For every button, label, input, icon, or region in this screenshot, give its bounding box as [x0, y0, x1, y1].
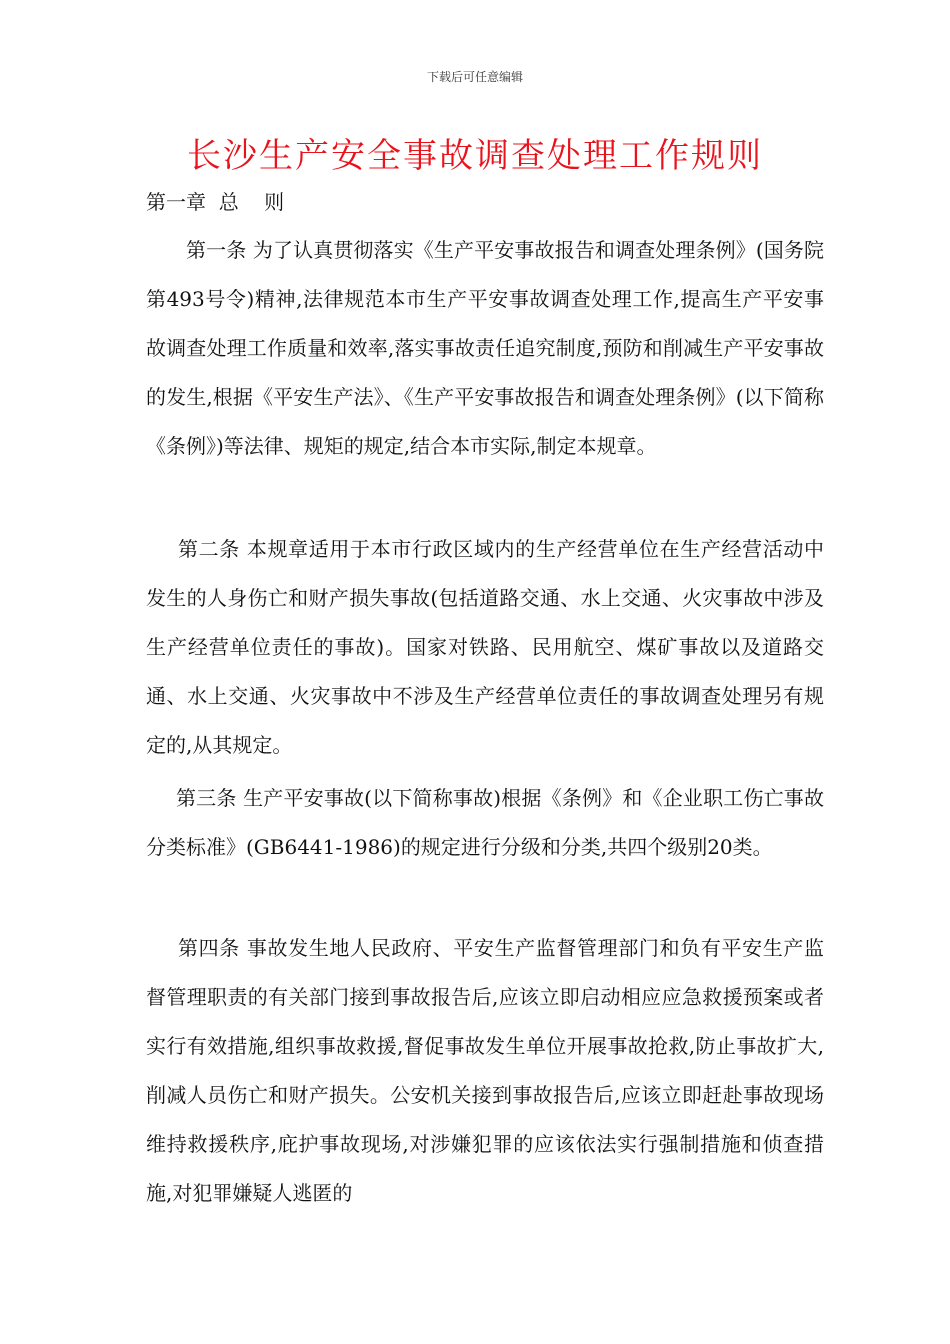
article-2: 第二条 本规章适用于本市行政区域内的生产经营单位在生产经营活动中发生的人身伤亡和财产损失事故(包括道路交通、水上交通、火灾事故中涉及生产经营单位责任的事故)。国家对铁路、民用航空、煤矿事故以及道路交通、水上交通、火灾事故中不涉及生产经营单位责任的事故调查处理另有规定的,从其规定。	[146, 537, 824, 757]
chapter-heading: 第一章 总 则	[146, 190, 285, 214]
article-4: 第四条 事故发生地人民政府、平安生产监督管理部门和负有平安生产监督管理职责的有关部门接到事故报告后,应该立即启动相应应急救援预案或者实行有效措施,组织事故救援,督促事故发生单位开展事故抢救,防止事故扩大,削减人员伤亡和财产损失。公安机关接到事故报告后,应该立即赶赴事故现场维持救援秩序,庇护事故现场,对涉嫌犯罪的应该依法实行强制措施和侦查措施,对犯罪嫌疑人逃匿的	[146, 936, 824, 1205]
article-1: 第一条 为了认真贯彻落实《生产平安事故报告和调查处理条例》(国务院第493号令)精神,法律规范本市生产平安事故调查处理工作,提高生产平安事故调查处理工作质量和效率,落实事故责任追究制度,预防和削减生产平安事故的发生,根据《平安生产法》、《生产平安事故报告和调查处理条例》(以下简称《条例》)等法律、规矩的规定,结合本市实际,制定本规章。	[146, 238, 824, 458]
header-note: 下载后可任意编辑	[426, 70, 523, 84]
document-title: 长沙生产安全事故调查处理工作规则	[187, 136, 763, 176]
article-3: 第三条 生产平安事故(以下简称事故)根据《条例》和《企业职工伤亡事故分类标准》(GB6441-1986)的规定进行分级和分类,共四个级别20类。	[146, 786, 824, 859]
